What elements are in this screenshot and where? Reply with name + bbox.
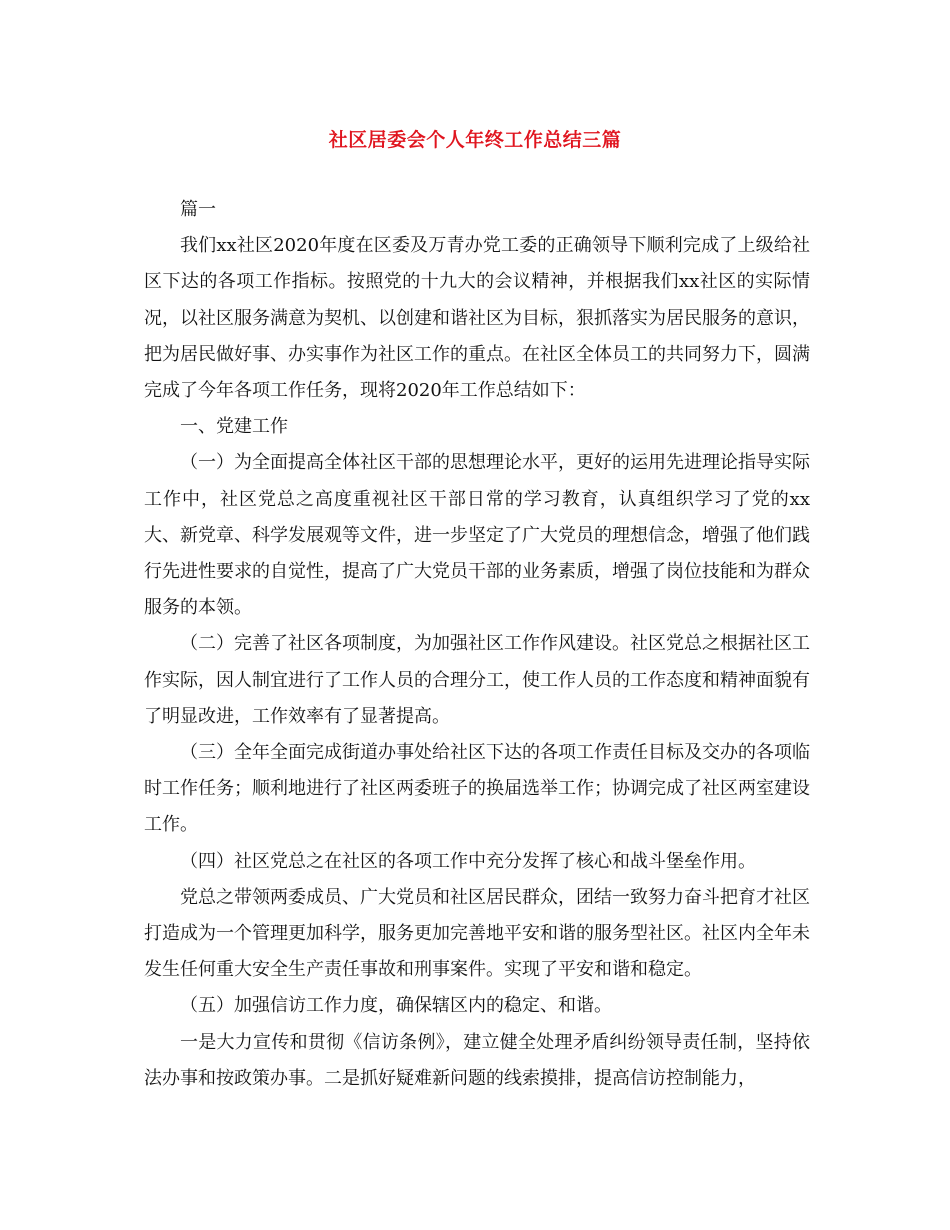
paragraph: （二）完善了社区各项制度，为加强社区工作作风建设。社区党总之根据社区工作实际，因人制宜进行了工作人员的合理分工，使工作人员的工作态度和精神面貌有了明显改进，工作效率有了显著提高。 (144, 633, 810, 727)
paragraph: （五）加强信访工作力度，确保辖区内的稳定、和谐。 (180, 995, 612, 1017)
document-title: 社区居委会个人年终工作总结三篇 (328, 129, 622, 151)
paragraph-heading-part1: 篇一 (180, 199, 216, 220)
document-body (144, 192, 810, 1097)
paragraph: 我们xx社区2020年度在区委及万青办党工委的正确领导下顺利完成了上级给社区下达的各项工作指标。按照党的十九大的会议精神，并根据我们xx社区的实际情况，以社区服务满意为契机、以创建和谐社区为目标，狠抓落实为居民服务的意识，把为居民做好事、办实事作为社区工作的重点。在社区全体员工的共同努力下，圆满完成了今年各项工作任务，现将2020年工作总结如下： (144, 235, 810, 402)
paragraph: （三）全年全面完成街道办事处给社区下达的各项工作责任目标及交办的各项临时工作任务；顺利地进行了社区两委班子的换届选举工作；协调完成了社区两室建设工作。 (144, 742, 810, 836)
paragraph: 党总之带领两委成员、广大党员和社区居民群众，团结一致努力奋斗把育才社区打造成为一个管理更加科学，服务更加完善地平安和谐的服务型社区。社区内全年未发生任何重大安全生产责任事故和刑事案件。实现了平安和谐和稳定。 (144, 886, 810, 981)
paragraph: （四）社区党总之在社区的各项工作中充分发挥了核心和战斗堡垒作用。 (180, 850, 756, 872)
paragraph: 一是大力宣传和贯彻《信访条例》，建立健全处理矛盾纠纷领导责任制，坚持依法办事和按政策办事。二是抓好疑难新问题的线索摸排，提高信访控制能力， (144, 1031, 810, 1089)
paragraph: （一）为全面提高全体社区干部的思想理论水平，更好的运用先进理论指导实际工作中，社区党总之高度重视社区干部日常的学习教育，认真组织学习了党的xx大、新党章、科学发展观等文件，进一步坚定了广大党员的理想信念，增强了他们践行先进性要求的自觉性，提高了广大党员干部的业务素质，增强了岗位技能和为群众服务的本领。 (144, 452, 810, 619)
section-heading: 一、党建工作 (180, 416, 288, 438)
